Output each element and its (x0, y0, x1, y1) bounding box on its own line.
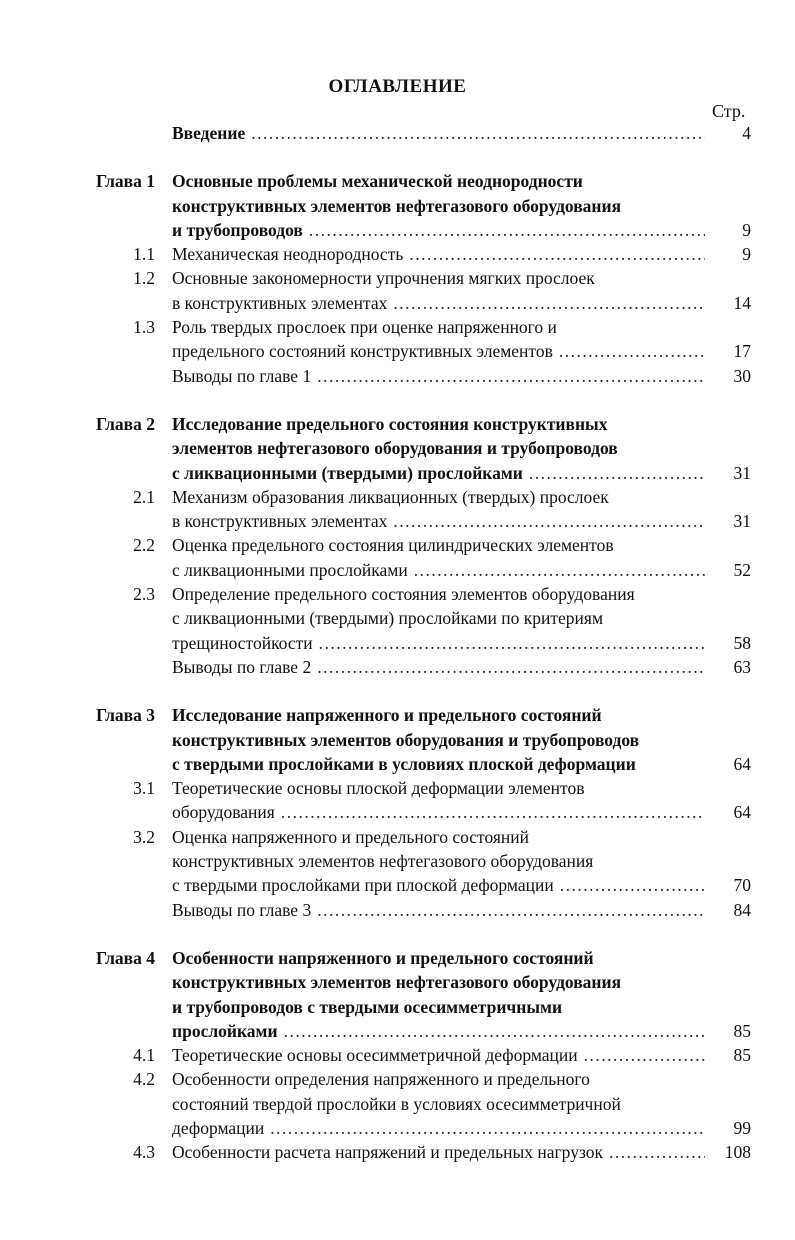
page-number: 99 (733, 1117, 751, 1138)
toc-entry[interactable] (0, 898, 795, 922)
dot-leader (584, 1043, 705, 1067)
toc-entry[interactable] (0, 849, 795, 873)
toc-entry[interactable] (0, 436, 795, 460)
entry-title: Роль твердых прослоек при оценке напряженного и (172, 317, 557, 338)
entry-title: прослойками (172, 1020, 278, 1041)
dot-leader (251, 121, 705, 145)
entry-title-with-leader (172, 291, 705, 315)
toc-entry[interactable] (0, 1092, 795, 1116)
page-number: 64 (733, 802, 751, 823)
page-number: 84 (733, 899, 751, 920)
page-number: 58 (733, 632, 751, 653)
toc-entry[interactable] (0, 970, 795, 994)
entry-title: с твердыми прослойками в условиях плоской деформации (172, 753, 636, 774)
dot-leader (409, 242, 705, 266)
page-number: 30 (733, 365, 751, 386)
chapter-number: Глава 4 (95, 947, 155, 968)
entry-title-with-leader (172, 898, 705, 922)
section-number: 3.2 (133, 826, 155, 847)
page-number: 4 (742, 123, 751, 143)
entry-title: Особенности напряженного и предельного состояний (172, 947, 594, 968)
entry-title: элементов нефтегазового оборудования и трубопроводов (172, 438, 618, 459)
chapter-number: Глава 3 (95, 705, 155, 726)
entry-title: Исследование предельного состояния конструктивных (172, 413, 608, 434)
entry-title: и трубопроводов (172, 219, 303, 240)
page-number: 52 (733, 559, 751, 580)
dot-leader (609, 1140, 705, 1164)
section-number: 4.1 (133, 1045, 155, 1066)
toc-entry[interactable] (0, 582, 795, 606)
entry-title: Особенности определения напряженного и предельного (172, 1069, 590, 1090)
dot-leader (317, 364, 705, 388)
entry-title: Механизм образования ликвационных (твердых) прослоек (172, 486, 609, 507)
page-title: ОГЛАВЛЕНИЕ (328, 76, 467, 97)
dot-leader (281, 800, 705, 824)
toc-entry[interactable] (0, 412, 795, 436)
toc-section (0, 169, 795, 388)
toc-entry[interactable] (0, 728, 795, 752)
toc-entry[interactable] (0, 339, 795, 363)
toc-entry[interactable] (0, 1116, 795, 1140)
chapter-number: Глава 1 (95, 171, 155, 192)
page-number: 9 (742, 244, 751, 265)
entry-title: Теоретические основы осесимметричной деформации (172, 1045, 578, 1066)
page-number: 63 (733, 656, 751, 677)
toc-entry[interactable] (0, 606, 795, 630)
page-column-label: Стр. (712, 101, 746, 121)
entry-title: Оценка напряженного и предельного состояний (172, 826, 530, 847)
toc-entry[interactable] (0, 194, 795, 218)
toc-entry[interactable] (0, 218, 795, 242)
entry-title: Основные проблемы механической неоднородности (172, 171, 583, 192)
chapter-number: Глава 2 (95, 413, 155, 434)
toc-entry[interactable] (0, 121, 795, 145)
entry-title: конструктивных элементов нефтегазового оборудования (172, 851, 594, 872)
toc-entry[interactable] (0, 752, 795, 776)
dot-leader (393, 291, 705, 315)
toc-entry[interactable] (0, 461, 795, 485)
entry-title-with-leader (172, 1019, 705, 1043)
entry-title: и трубопроводов с твердыми осесимметричными (172, 996, 563, 1017)
entry-title-with-leader (172, 1043, 705, 1067)
entry-title: Особенности расчета напряжений и предельных нагрузок (172, 1142, 604, 1163)
entry-title: Оценка предельного состояния цилиндрических элементов (172, 535, 614, 556)
entry-title-with-leader (172, 558, 705, 582)
toc-entry[interactable] (0, 266, 795, 290)
table-of-contents (0, 121, 795, 1189)
entry-title-with-leader (172, 1140, 705, 1164)
toc-entry[interactable] (0, 631, 795, 655)
entry-title: с ликвационными (твердыми) прослойками (172, 462, 523, 483)
toc-entry[interactable] (0, 776, 795, 800)
entry-title-with-leader (172, 873, 705, 897)
section-number: 4.3 (133, 1142, 155, 1163)
page-number: 70 (733, 875, 751, 896)
entry-title-with-leader (172, 631, 705, 655)
toc-entry[interactable] (0, 315, 795, 339)
section-number: 4.2 (133, 1069, 155, 1090)
toc-section (0, 121, 795, 145)
entry-title-with-leader (172, 509, 705, 533)
page-number: 31 (733, 511, 751, 532)
dot-leader (284, 1019, 705, 1043)
entry-title: Основные закономерности упрочнения мягких прослоек (172, 268, 595, 289)
entry-title: состояний твердой прослойки в условиях осесимметричной (172, 1093, 621, 1114)
dot-leader (559, 339, 705, 363)
entry-title: оборудования (172, 802, 275, 823)
dot-leader (393, 509, 705, 533)
entry-title: Определение предельного состояния элементов оборудования (172, 584, 635, 605)
toc-entry[interactable] (0, 873, 795, 897)
entry-title: конструктивных элементов нефтегазового оборудования (172, 195, 622, 216)
toc-section (0, 946, 795, 1165)
page-number: 64 (733, 753, 751, 774)
entry-title: трещиностойкости (172, 632, 313, 653)
entry-title: с ликвационными прослойками (172, 559, 408, 580)
toc-entry[interactable] (0, 703, 795, 727)
entry-title: Выводы по главе 3 (172, 899, 312, 920)
toc-entry[interactable] (0, 364, 795, 388)
toc-entry[interactable] (0, 1140, 795, 1164)
section-number: 1.2 (133, 268, 155, 289)
section-number: 1.3 (133, 317, 155, 338)
dot-leader (317, 655, 705, 679)
section-number: 2.3 (133, 584, 155, 605)
dot-leader (317, 898, 705, 922)
entry-title-with-leader (172, 339, 705, 363)
entry-title: конструктивных элементов нефтегазового оборудования (172, 972, 622, 993)
page-number: 14 (733, 292, 751, 313)
entry-title: с ликвационными (твердыми) прослойками по критериям (172, 608, 604, 629)
dot-leader (414, 558, 705, 582)
page-number: 108 (724, 1142, 751, 1163)
toc-entry[interactable] (0, 242, 795, 266)
entry-title-with-leader (172, 364, 705, 388)
entry-title: с твердыми прослойками при плоской деформации (172, 875, 554, 896)
toc-entry[interactable] (0, 995, 795, 1019)
dot-leader (270, 1116, 705, 1140)
toc-entry[interactable] (0, 1043, 795, 1067)
toc-entry[interactable] (0, 946, 795, 970)
entry-title: в конструктивных элементах (172, 292, 388, 313)
entry-title-with-leader (172, 800, 705, 824)
entry-title-with-leader (172, 655, 705, 679)
toc-entry[interactable] (0, 558, 795, 582)
dot-leader (309, 218, 705, 242)
entry-title: Механическая неоднородность (172, 244, 404, 265)
page-number: 85 (733, 1045, 751, 1066)
section-number: 2.1 (133, 486, 155, 507)
toc-entry[interactable] (0, 533, 795, 557)
dot-leader (560, 873, 705, 897)
entry-title-with-leader (172, 242, 705, 266)
toc-section (0, 703, 795, 922)
entry-title: конструктивных элементов оборудования и трубопроводов (172, 729, 640, 750)
toc-entry[interactable] (0, 800, 795, 824)
toc-entry[interactable] (0, 485, 795, 509)
dot-leader (529, 461, 705, 485)
entry-title: Выводы по главе 1 (172, 365, 312, 386)
entry-title: Исследование напряженного и предельного состояний (172, 705, 602, 726)
section-number: 2.2 (133, 535, 155, 556)
entry-title: деформации (172, 1117, 265, 1138)
toc-entry[interactable] (0, 509, 795, 533)
entry-title-with-leader (172, 461, 705, 485)
toc-entry[interactable] (0, 1019, 795, 1043)
page-number: 17 (733, 341, 751, 362)
section-number: 1.1 (133, 244, 155, 265)
toc-section (0, 412, 795, 679)
entry-title: Выводы по главе 2 (172, 656, 312, 677)
page-number: 85 (733, 1020, 751, 1041)
entry-title-with-leader (172, 218, 705, 242)
entry-title-with-leader (172, 121, 705, 145)
dot-leader (319, 631, 705, 655)
page-number: 9 (742, 219, 751, 240)
section-number: 3.1 (133, 778, 155, 799)
entry-title: Введение (172, 123, 246, 143)
entry-title: Теоретические основы плоской деформации элементов (172, 778, 585, 799)
page-number: 31 (733, 462, 751, 483)
entry-title: в конструктивных элементах (172, 511, 388, 532)
entry-title: предельного состояний конструктивных элементов (172, 341, 553, 362)
toc-entry[interactable] (0, 291, 795, 315)
toc-entry[interactable] (0, 825, 795, 849)
toc-entry[interactable] (0, 1067, 795, 1091)
toc-entry[interactable] (0, 169, 795, 193)
entry-title-with-leader (172, 1116, 705, 1140)
toc-entry[interactable] (0, 655, 795, 679)
